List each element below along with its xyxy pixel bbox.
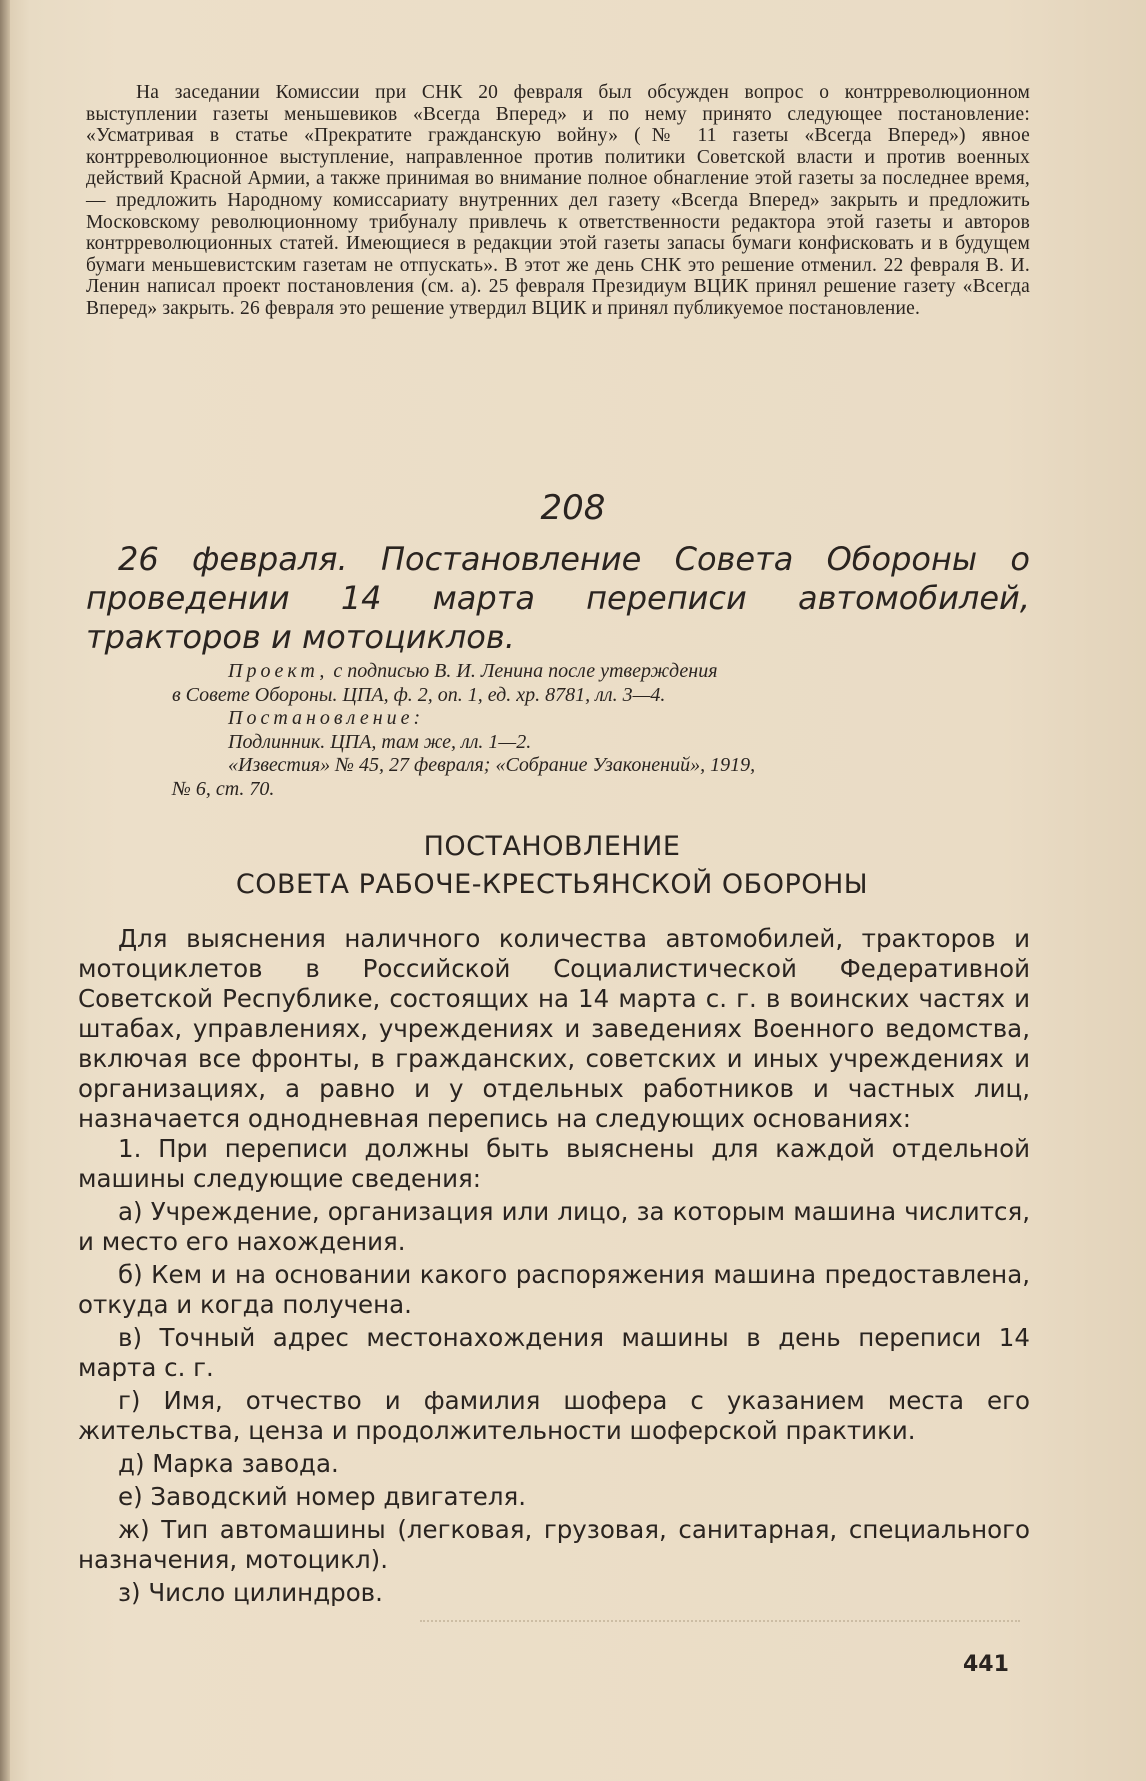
source-label-draft: Проект, xyxy=(228,660,329,682)
source-text-1: с подписью В. И. Ленина после утверждения xyxy=(328,660,718,682)
list-item: в) Точный адрес местонахождения машины в день переписи 14 марта с. г. xyxy=(78,1323,1030,1382)
document-heading: 26 февраля. Постановление Совета Обороны о проведении 14 марта переписи автомобилей, тракторов и мотоциклов. xyxy=(86,540,1030,656)
list-item: б) Кем и на основании какого распоряжения машина предоставлена, откуда и когда получена. xyxy=(78,1260,1030,1319)
title-line-2: СОВЕТА РАБОЧЕ-КРЕСТЬЯНСКОЙ ОБОРОНЫ xyxy=(235,869,869,900)
faded-dotted-line xyxy=(420,1614,1020,1622)
intro-paragraph: Для выяснения наличного количества автомобилей, тракторов и мотоциклетов в Российской Социалистической Федеративной Советской Республике, состоящих на 14 марта с. г. в воинских частях и штабах, управлениях, учреждениях и заведениях Военного ведомства, включая все фронты, в гражданских, советских и иных учреждениях и организациях, а равно и у отдельных работников и частных лиц, назначается однодневная перепись на следующих основаниях: xyxy=(78,924,1030,1133)
source-label-resolution: Постановление: xyxy=(228,707,425,729)
source-line-5: «Известия» № 45, 27 февраля; «Собрание Узаконений», 1919, xyxy=(228,754,756,776)
page-number: 441 xyxy=(963,1652,1009,1677)
source-line-2: в Совете Обороны. ЦПА, ф. 2, оп. 1, ед. хр. 8781, лл. 3—4. xyxy=(172,683,666,706)
list-item: г) Имя, отчество и фамилия шофера с указанием места его жительства, ценза и продолжительности шоферской практики. xyxy=(78,1386,1030,1445)
title-line-1: ПОСТАНОВЛЕНИЕ xyxy=(423,831,681,862)
point-1: 1. При переписи должны быть выяснены для каждой отдельной машины следующие сведения: xyxy=(78,1134,1030,1193)
source-line-4: Подлинник. ЦПА, там же, лл. 1—2. xyxy=(228,730,532,753)
editorial-note: На заседании Комиссии при СНК 20 февраля был обсужден вопрос о контрреволюционном выступлении газеты меньшевиков «Всегда Вперед» и по нему принято следующее постановление: «Усматривая в статье «Прекратите гражданскую войну» (№ 11 газеты «Всегда Вперед») явное контрреволюционное выступление, направленное против политики Советской власти и против военных действий Красной Армии, а также принимая во внимание полное обнагление этой газеты за последнее время, — предложить Народному комиссариату внутренних дел газету «Всегда Вперед» закрыть и предложить Московскому революционному трибуналу привлечь к ответственности редактора этой газеты и авторов контрреволюционных статей. Имеющиеся в редакции этой газеты запасы бумаги конфисковать и в будущем бумаги меньшевистским газетам не отпускать». В этот же день СНК это решение отменил. 22 февраля В. И. Ленин написал проект постановления (см. а). 25 февраля Президиум ВЦИК принял решение газету «Всегда Вперед» закрыть. 26 февраля это решение утвердил ВЦИК и принял публикуемое постановление. xyxy=(86,82,1030,319)
source-line-6: № 6, ст. 70. xyxy=(172,777,275,800)
list-item: д) Марка завода. xyxy=(118,1449,339,1478)
resolution-title xyxy=(0,828,1104,904)
list-item: з) Число цилиндров. xyxy=(118,1578,383,1607)
archival-sources xyxy=(172,660,1028,801)
list-item: е) Заводский номер двигателя. xyxy=(118,1482,527,1511)
document-number: 208 xyxy=(540,488,606,528)
source-line-1 xyxy=(228,660,1028,684)
resolution-body xyxy=(78,924,1030,1608)
list-item: ж) Тип автомашины (легковая, грузовая, санитарная, специального назначения, мотоцикл). xyxy=(78,1515,1030,1574)
list-item: а) Учреждение, организация или лицо, за которым машина числится, и место его нахождения. xyxy=(78,1197,1030,1256)
